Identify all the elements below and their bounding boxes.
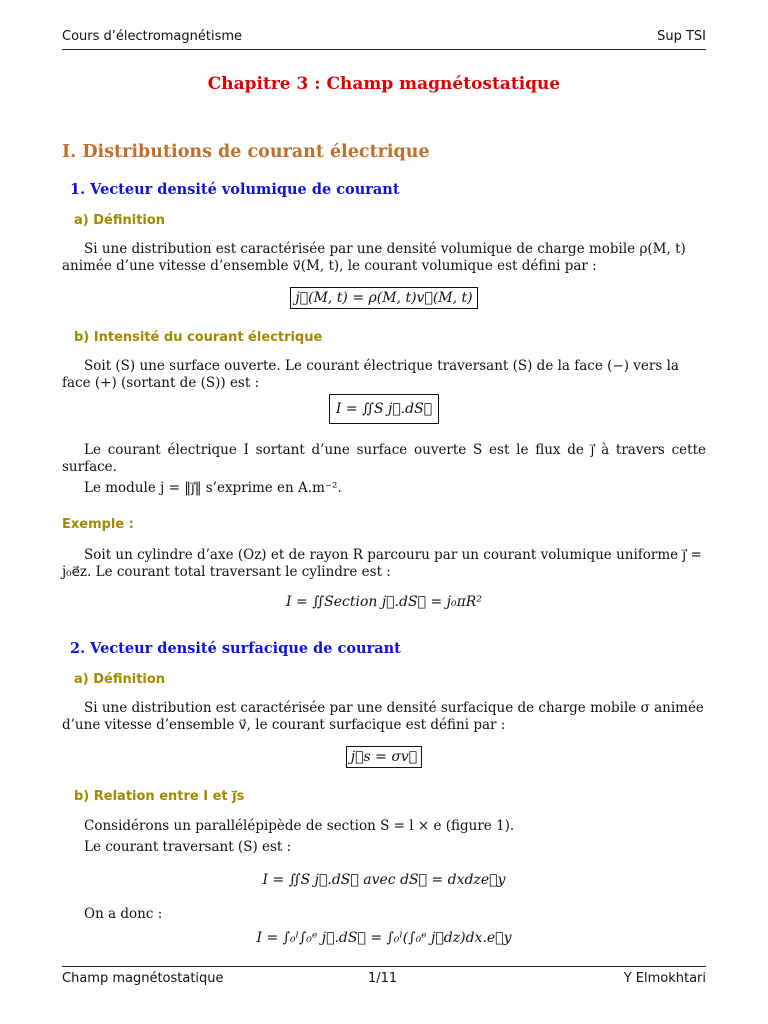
footer-left: Champ magnétostatique — [62, 971, 224, 986]
page-number: 1/11 — [368, 971, 398, 986]
paragraph-2: Soit (S) une surface ouverte. Le courant électrique traversant (S) de la face (−) vers la face (+) (sortant de (S)) est : — [62, 358, 679, 391]
equation-5: I = ∬S j⃗.dS⃗ avec dS⃗ = dxdze⃗y — [262, 872, 506, 888]
subsub-heading-2b: b) Relation entre I et j⃗s — [74, 789, 245, 804]
paragraph-9: On a donc : — [84, 906, 163, 922]
header-rule — [62, 49, 706, 50]
subsub-heading-1b: b) Intensité du courant électrique — [74, 330, 323, 345]
equation-6: I = ∫₀ˡ∫₀ᵉ j⃗.dS⃗ = ∫₀ˡ(∫₀ᵉ j⃗dz)dx.e⃗y — [256, 930, 512, 946]
subsection-heading-2: 2. Vecteur densité surfacique de courant — [70, 640, 401, 657]
subsub-heading-2a: a) Définition — [74, 672, 166, 687]
section-heading: I. Distributions de courant électrique — [62, 142, 430, 162]
footer-right: Y Elmokhtari — [623, 971, 706, 986]
subsub-heading-1a: a) Définition — [74, 213, 166, 228]
equation-2-container — [62, 398, 706, 417]
header-left: Cours d’électromagnétisme — [62, 29, 243, 44]
paragraph-8: Le courant traversant (S) est : — [84, 839, 292, 855]
equation-1-container — [62, 287, 706, 306]
paragraph-6: Si une distribution est caractérisée par une densité surfacique de charge mobile σ animée d’une vitesse d’ensemble v⃗, le courant surfacique est défini par : — [62, 700, 704, 733]
subsection-heading-1: 1. Vecteur densité volumique de courant — [70, 181, 400, 198]
equation-3: I = ∬Section j⃗.dS⃗ = j₀πR² — [286, 594, 482, 610]
footer-rule — [62, 966, 706, 967]
paragraph-3: Le courant électrique I sortant d’une surface ouverte S est le flux de j⃗ à travers cette surface. — [62, 442, 706, 475]
example-label: Exemple : — [62, 517, 134, 532]
equation-1: j⃗(M, t) = ρ(M, t)v⃗(M, t) — [290, 287, 477, 309]
chapter-title: Chapitre 3 : Champ magnétostatique — [207, 74, 561, 94]
paragraph-1: Si une distribution est caractérisée par une densité volumique de charge mobile ρ(M, t) animée d’une vitesse d’ensemble v⃗(M, t), le courant volumique est défini par : — [62, 241, 686, 274]
equation-4-container — [62, 746, 706, 765]
paragraph-4: Le module j = ‖j⃗‖ s’exprime en A.m⁻². — [84, 480, 342, 496]
paragraph-7: Considérons un parallélépipède de section S = l × e (figure 1). — [84, 818, 515, 834]
header-right: Sup TSI — [657, 29, 706, 44]
paragraph-5: Soit un cylindre d’axe (Oz) et de rayon R parcouru par un courant volumique uniforme j⃗ = j₀e⃗z. Le courant total traversant le cylindre est : — [62, 547, 702, 580]
equation-4: j⃗s = σv⃗ — [346, 746, 422, 768]
equation-2: I = ∬S j⃗.dS⃗ — [329, 394, 439, 424]
